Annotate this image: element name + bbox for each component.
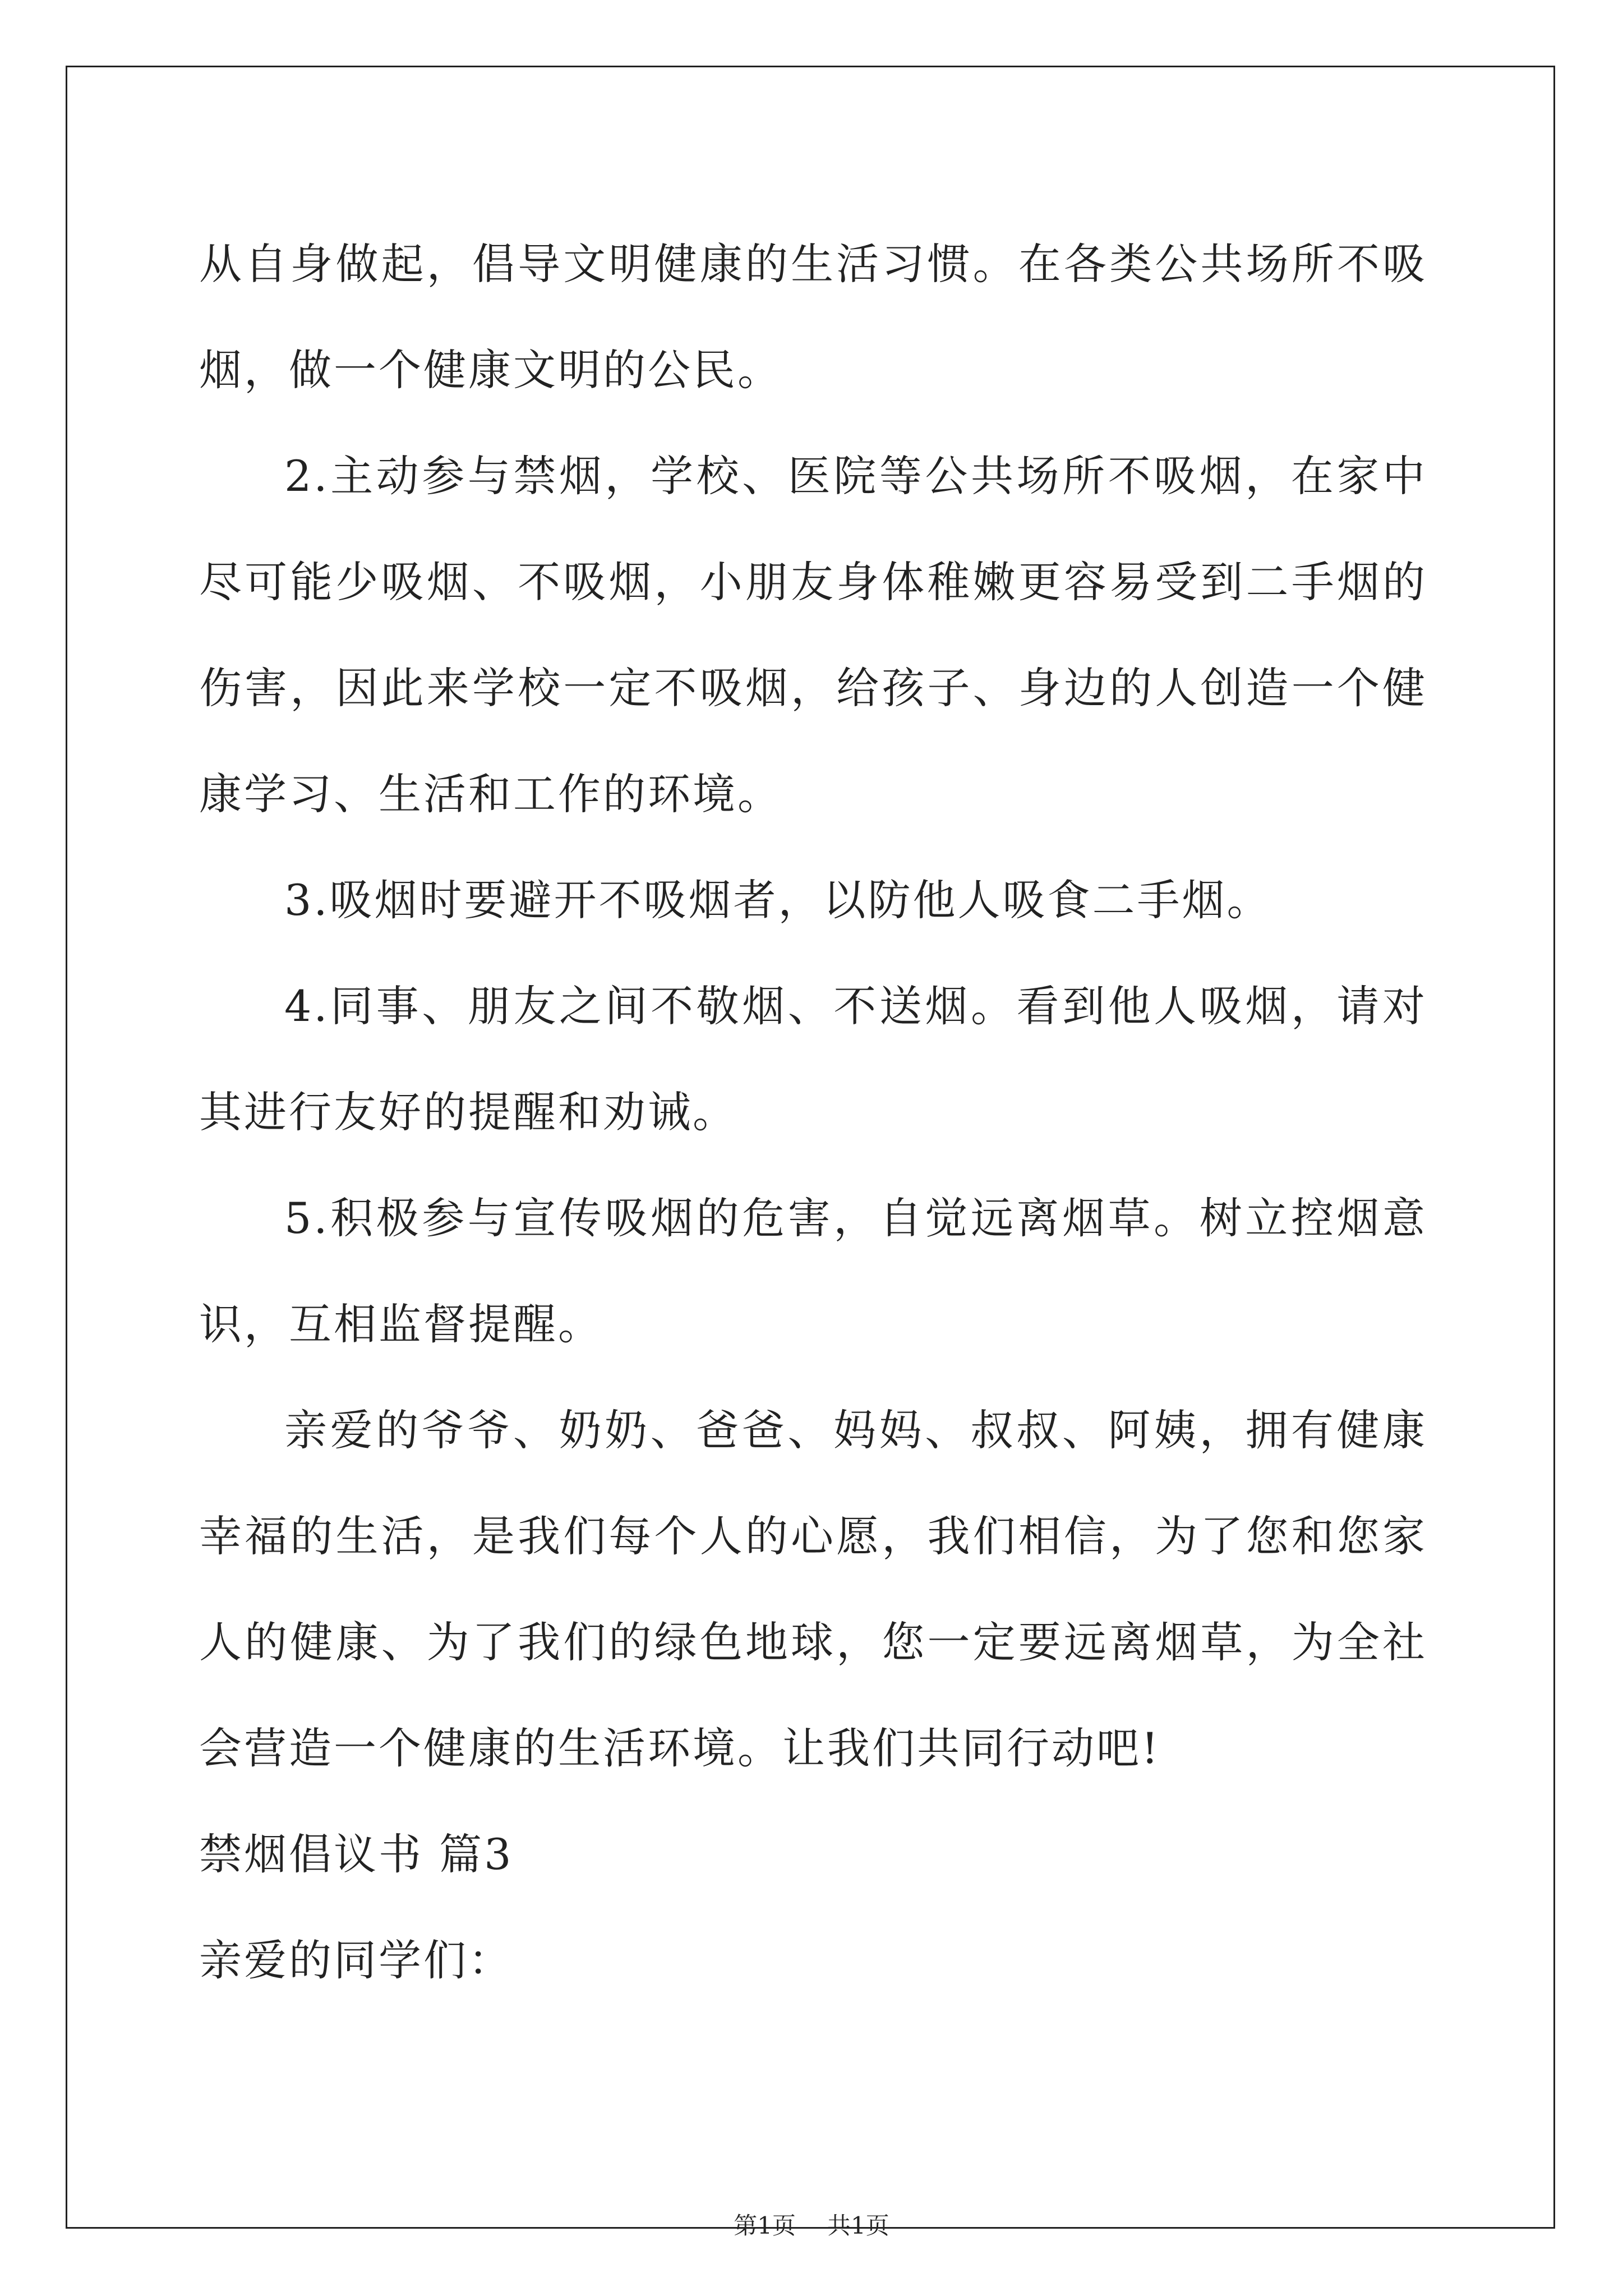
paragraph-item-3: 3.吸烟时要避开不吸烟者，以防他人吸食二手烟。 <box>284 875 1272 925</box>
salutation: 亲爱的同学们： <box>199 1935 513 1985</box>
section-heading: 禁烟倡议书 篇3 <box>199 1829 514 1879</box>
paragraph-item-2: 2.主动参与禁烟，学校、医院等公共场所不吸烟，在家中尽可能少吸烟、不吸烟，小朋友身体稚嫩更容易受到二手烟的伤害，因此来学校一定不吸烟，给孩子、身边的人创造一个健康学习、生活和工作的环境。 <box>199 451 1427 819</box>
page-footer <box>0 2207 1623 2241</box>
page-number: 第1页 <box>734 2212 796 2239</box>
document-body <box>199 211 1427 2013</box>
page-total: 共1页 <box>827 2212 889 2239</box>
paragraph-closing: 亲爱的爷爷、奶奶、爸爸、妈妈、叔叔、阿姨，拥有健康幸福的生活，是我们每个人的心愿，我们相信，为了您和您家人的健康、为了我们的绿色地球，您一定要远离烟草，为全社会营造一个健康的生活环境。让我们共同行动吧! <box>199 1405 1427 1773</box>
paragraph-item-5: 5.积极参与宣传吸烟的危害，自觉远离烟草。树立控烟意识，互相监督提醒。 <box>199 1193 1427 1349</box>
paragraph-item-4: 4.同事、朋友之间不敬烟、不送烟。看到他人吸烟，请对其进行友好的提醒和劝诫。 <box>199 981 1427 1137</box>
paragraph-intro: 从自身做起，倡导文明健康的生活习惯。在各类公共场所不吸烟，做一个健康文明的公民。 <box>199 239 1427 395</box>
